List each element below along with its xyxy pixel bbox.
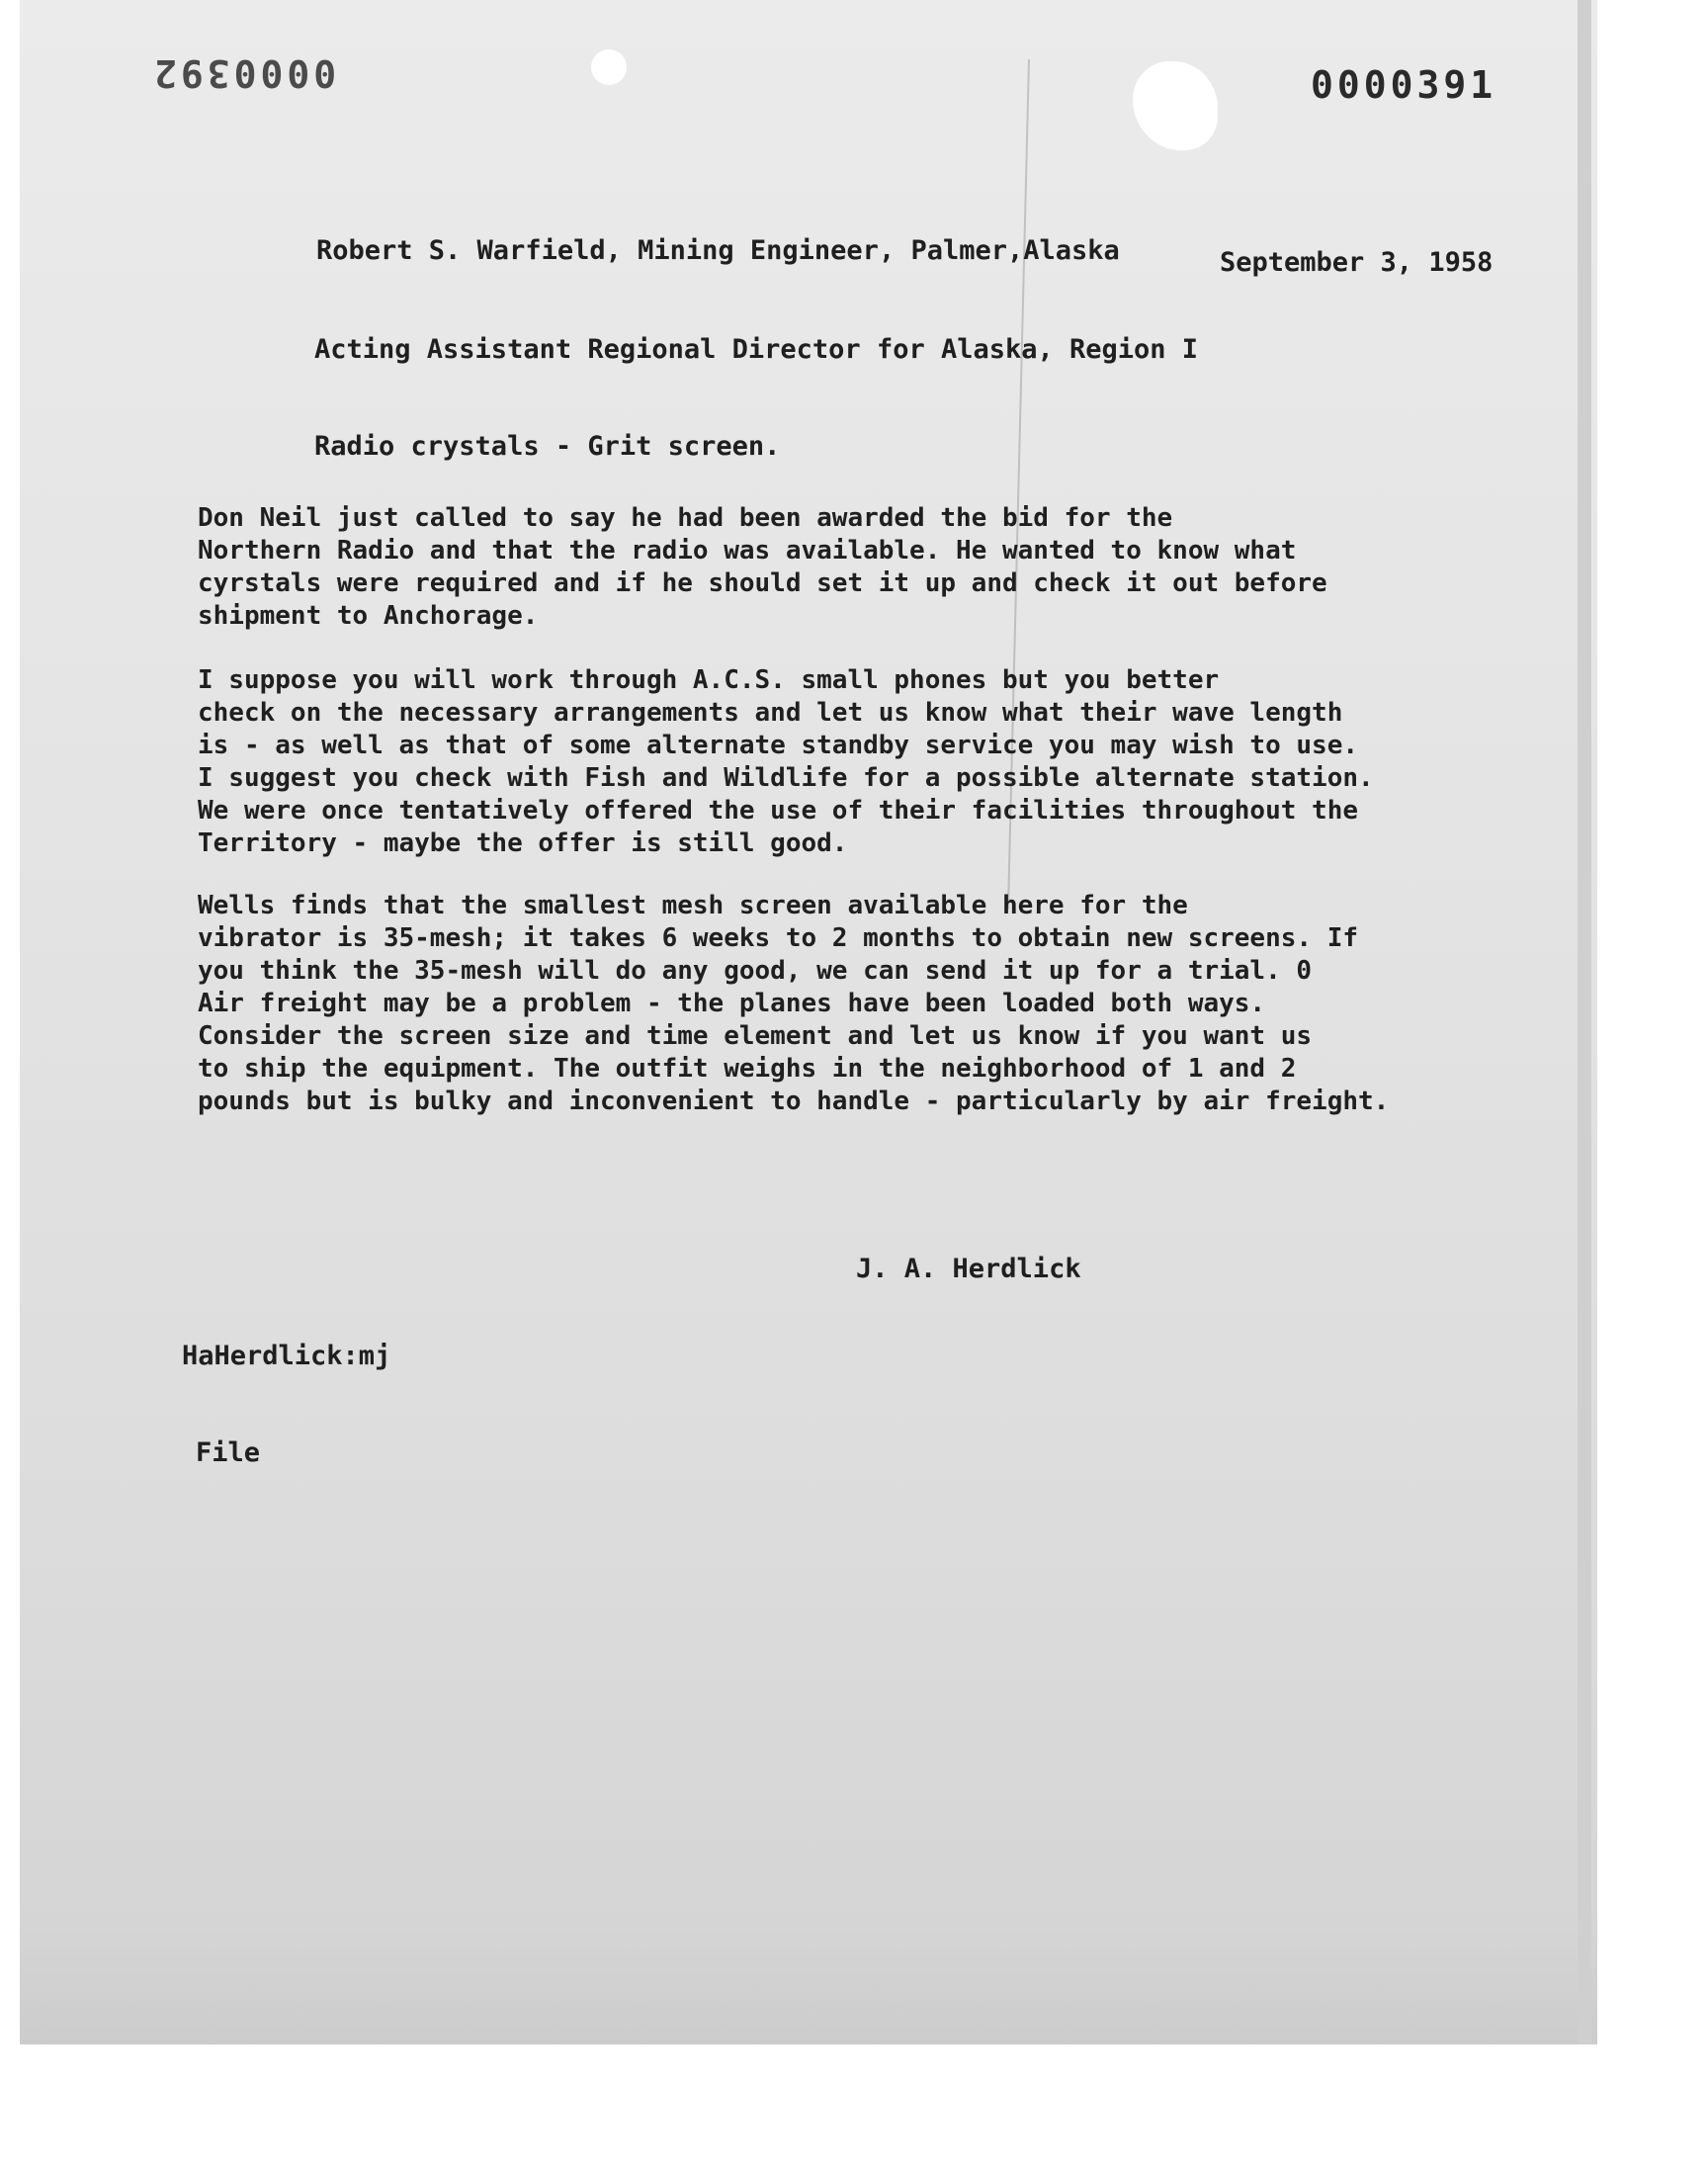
document-page <box>20 0 1597 2044</box>
punch-hole-right <box>1133 61 1218 150</box>
memo-date: September 3, 1958 <box>1220 247 1494 278</box>
scan-shadow <box>20 1928 1597 2044</box>
subject-line: Radio crystals - Grit screen. <box>314 431 781 462</box>
reference-initials: HaHerdlick:mj <box>182 1341 391 1371</box>
document-number-stamp-left: 0000392 <box>150 51 337 95</box>
body-paragraph-1: Don Neil just called to say he had been awarded the bid for the Northern Radio and that the radio was available. He wanted to know what cyrstals were required and if he should set it up and check it out before shipment to Anchorage. <box>198 503 1327 631</box>
from-line: Robert S. Warfield, Mining Engineer, Palmer,Alaska <box>316 235 1120 266</box>
signature-name: J. A. Herdlick <box>856 1254 1081 1284</box>
paper-edge <box>1578 0 1591 2044</box>
body-paragraph-3: Wells finds that the smallest mesh screen available here for the vibrator is 35-mesh; it takes 6 weeks to 2 months to obtain new screens. If you think the 35-mesh will do any good, we can send it up for a trial. 0 Air freight may be a problem - the planes have been loaded both ways. Consider the screen size and time element and let us know if you want us to ship the equipment. The outfit weighs in the neighborhood of 1 and 2 pounds but is bulky and inconvenient to handle - particularly by air freight. <box>198 891 1390 1116</box>
body-paragraph-2: I suppose you will work through A.C.S. small phones but you better check on the necessary arrangements and let us know what their wave length is - as well as that of some alternate standby service you may wish to use. I suggest you check with Fish and Wildlife for a possible alternate station. We were once tentatively offered the use of their facilities throughout the Territory - maybe the offer is still good. <box>198 665 1374 858</box>
punch-hole-left <box>591 49 627 85</box>
document-number-stamp-right: 0000391 <box>1311 63 1497 107</box>
to-line: Acting Assistant Regional Director for Alaska, Region I <box>314 334 1199 365</box>
file-notation: File <box>196 1437 261 1468</box>
